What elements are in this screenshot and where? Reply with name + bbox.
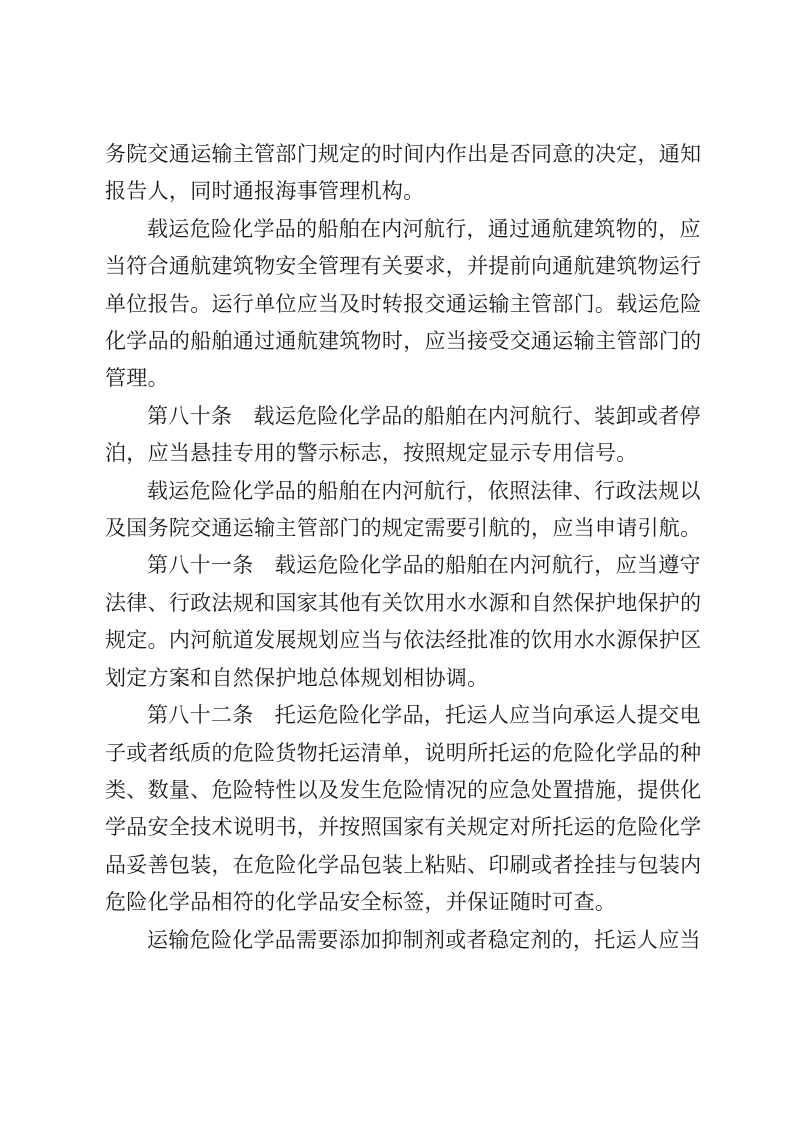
paragraph	[105, 136, 702, 211]
text-line: 单位报告。运行单位应当及时转报交通运输主管部门。载运危险	[105, 291, 702, 316]
paragraph	[105, 547, 702, 697]
text-line: 化学品的船舶通过通航建筑物时，应当接受交通运输主管部门的	[105, 329, 702, 354]
text-line: 及国务院交通运输主管部门的规定需要引航的，应当申请引航。	[105, 516, 702, 541]
paragraph	[105, 473, 702, 548]
paragraph	[105, 211, 702, 398]
paragraph	[105, 697, 702, 921]
text-line: 务院交通运输主管部门规定的时间内作出是否同意的决定，通知	[105, 142, 702, 166]
text-line: 第八十二条 托运危险化学品，托运人应当向承运人提交电	[147, 703, 701, 728]
text-line: 第八十条 载运危险化学品的船舶在内河航行、装卸或者停	[147, 403, 701, 428]
text-line: 划定方案和自然保护地总体规划相协调。	[105, 665, 489, 690]
document-body	[105, 136, 702, 959]
text-line: 报告人，同时通报海事管理机构。	[105, 179, 425, 204]
text-line: 品妥善包装，在危险化学品包装上粘贴、印刷或者拴挂与包装内	[105, 852, 702, 877]
text-line: 规定。内河航道发展规划应当与依法经批准的饮用水水源保护区	[105, 628, 702, 653]
paragraph	[105, 922, 701, 959]
text-line: 运输危险化学品需要添加抑制剂或者稳定剂的，托运人应当	[147, 927, 701, 952]
paragraph	[105, 398, 701, 473]
text-line: 类、数量、危险特性以及发生危险情况的应急处置措施，提供化	[105, 777, 702, 802]
text-line: 危险化学品相符的化学品安全标签，并保证随时可查。	[105, 890, 617, 915]
text-line: 法律、行政法规和国家其他有关饮用水水源和自然保护地保护的	[105, 590, 702, 615]
text-line: 泊，应当悬挂专用的警示标志，按照规定显示专用信号。	[105, 441, 638, 466]
text-line: 载运危险化学品的船舶在内河航行，依照法律、行政法规以	[147, 478, 701, 503]
text-line: 第八十一条 载运危险化学品的船舶在内河航行，应当遵守	[147, 553, 701, 578]
text-line: 子或者纸质的危险货物托运清单，说明所托运的危险化学品的种	[105, 740, 702, 765]
text-line: 管理。	[105, 366, 169, 391]
text-line: 载运危险化学品的船舶在内河航行，通过通航建筑物的，应	[147, 216, 701, 241]
text-line: 当符合通航建筑物安全管理有关要求，并提前向通航建筑物运行	[105, 254, 702, 279]
text-line: 学品安全技术说明书，并按照国家有关规定对所托运的危险化学	[105, 815, 702, 840]
